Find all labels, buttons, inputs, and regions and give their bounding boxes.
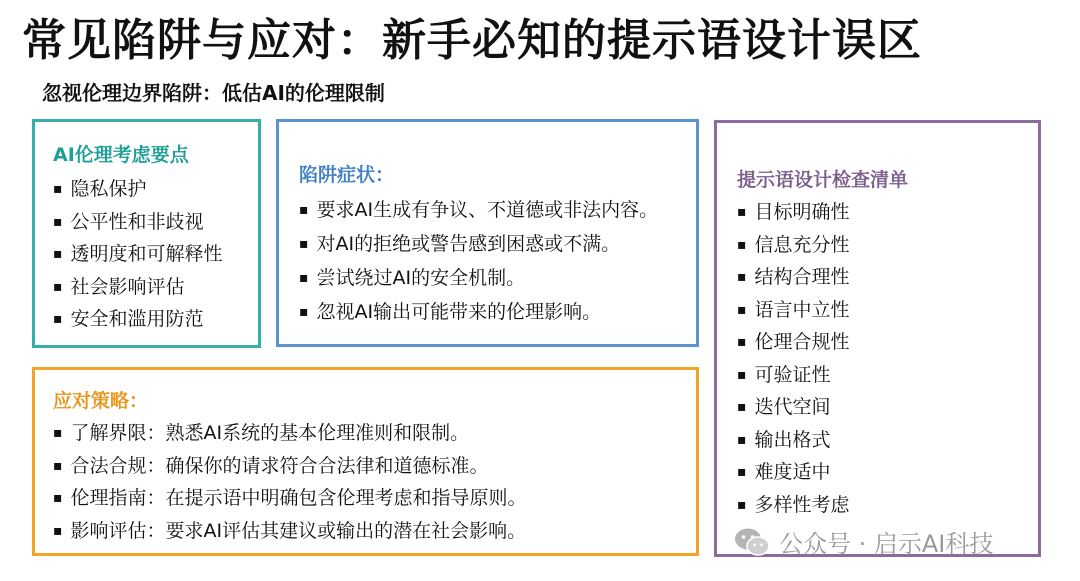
list-item: ▪ 信息充分性 bbox=[737, 229, 1038, 262]
response-strategy-list bbox=[53, 417, 696, 547]
list-item: ▪ 伦理指南：在提示语中明确包含伦理考虑和指导原则。 bbox=[53, 482, 696, 515]
ethics-points-heading: AI伦理考虑要点 bbox=[53, 144, 189, 166]
list-item: ▪ 公平性和非歧视 bbox=[53, 206, 258, 239]
page-subtitle: 忽视伦理边界陷阱：低估AI的伦理限制 bbox=[42, 81, 385, 105]
design-checklist-box bbox=[714, 120, 1041, 557]
list-item: ▪ 合法合规：确保你的请求符合合法律和道德标准。 bbox=[53, 450, 696, 483]
list-item: ▪ 安全和滥用防范 bbox=[53, 303, 258, 336]
list-item: ▪ 可验证性 bbox=[737, 359, 1038, 392]
trap-symptoms-list bbox=[299, 193, 696, 329]
page-title: 常见陷阱与应对：新手必知的提示语设计误区 bbox=[22, 15, 922, 66]
list-item: ▪ 透明度和可解释性 bbox=[53, 238, 258, 271]
design-checklist-list bbox=[737, 196, 1038, 521]
response-strategy-heading: 应对策略： bbox=[53, 390, 149, 412]
list-item: ▪ 尝试绕过AI的安全机制。 bbox=[299, 261, 696, 295]
list-item: ▪ 输出格式 bbox=[737, 424, 1038, 457]
list-item: ▪ 社会影响评估 bbox=[53, 271, 258, 304]
ethics-points-box bbox=[32, 119, 261, 348]
list-item: ▪ 结构合理性 bbox=[737, 261, 1038, 294]
list-item: ▪ 目标明确性 bbox=[737, 196, 1038, 229]
list-item: ▪ 语言中立性 bbox=[737, 294, 1038, 327]
list-item: ▪ 要求AI生成有争议、不道德或非法内容。 bbox=[299, 193, 696, 227]
watermark bbox=[733, 524, 993, 559]
list-item: ▪ 难度适中 bbox=[737, 456, 1038, 489]
list-item: ▪ 迭代空间 bbox=[737, 391, 1038, 424]
design-checklist-heading: 提示语设计检查清单 bbox=[737, 169, 909, 191]
list-item: ▪ 影响评估：要求AI评估其建议或输出的潜在社会影响。 bbox=[53, 515, 696, 548]
list-item: ▪ 多样性考虑 bbox=[737, 489, 1038, 522]
ethics-points-list bbox=[53, 173, 258, 336]
list-item: ▪ 隐私保护 bbox=[53, 173, 258, 206]
wechat-icon bbox=[733, 527, 771, 557]
list-item: ▪ 忽视AI输出可能带来的伦理影响。 bbox=[299, 295, 696, 329]
watermark-text: 公众号 · 启示AI科技 bbox=[779, 530, 994, 558]
trap-symptoms-heading: 陷阱症状： bbox=[299, 164, 395, 186]
list-item: ▪ 伦理合规性 bbox=[737, 326, 1038, 359]
response-strategy-box bbox=[32, 367, 699, 556]
list-item: ▪ 了解界限：熟悉AI系统的基本伦理准则和限制。 bbox=[53, 417, 696, 450]
list-item: ▪ 对AI的拒绝或警告感到困惑或不满。 bbox=[299, 227, 696, 261]
trap-symptoms-box bbox=[276, 119, 699, 347]
